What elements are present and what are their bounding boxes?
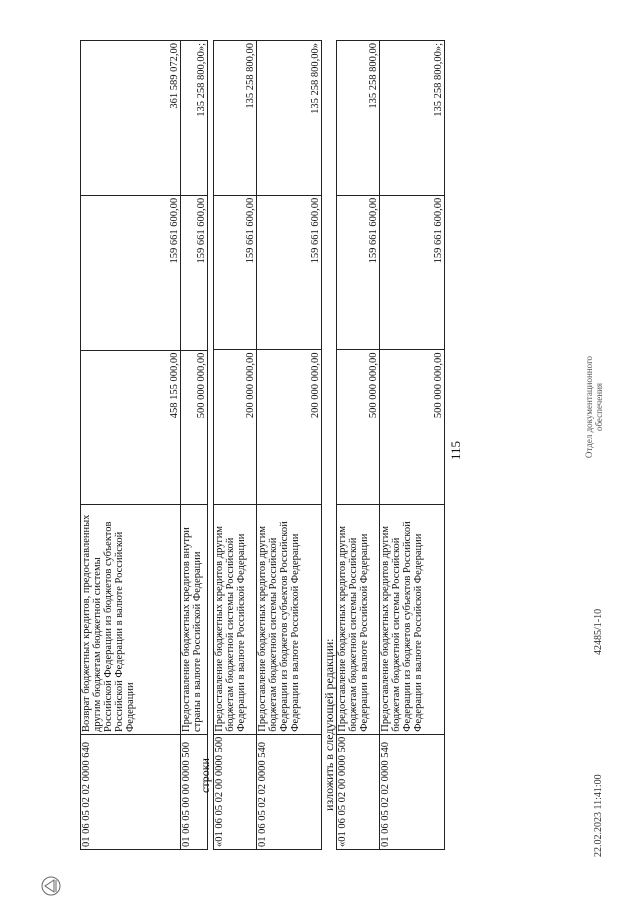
value-cell: 159 661 600,00 bbox=[214, 195, 257, 350]
value-cell: 458 155 000,00 bbox=[81, 350, 181, 505]
stamp-line: обеспечения bbox=[594, 382, 604, 432]
table-row bbox=[214, 41, 257, 850]
name-cell: Предоставление бюджетных кредитов внутри страны в валюте Российской Федерации bbox=[181, 505, 208, 735]
edit-label: изложить в следующей редакции: bbox=[322, 638, 336, 811]
name-cell: Предоставление бюджетных кредитов другим бюджетам бюджетной системы Российской Федерации в валюте Российской Федерации bbox=[214, 505, 257, 735]
code-cell: «01 06 05 02 00 0000 500 bbox=[214, 734, 257, 849]
code-cell: 01 06 05 02 02 0000 540 bbox=[380, 734, 445, 849]
table-row bbox=[257, 41, 322, 850]
code-cell: «01 06 05 02 00 0000 500 bbox=[337, 734, 380, 849]
table-row bbox=[380, 41, 445, 850]
footer-datetime: 22.02.2023 11:41:00 bbox=[593, 774, 604, 857]
name-cell: Предоставление бюджетных кредитов другим бюджетам бюджетной системы Российской Федерации из бюджетов субъектов Российской Федерации в валюте Российской Федерации bbox=[380, 505, 445, 735]
value-cell: 159 661 600,00 bbox=[81, 195, 181, 350]
footer-doc-id: 42485/1-10 bbox=[593, 608, 604, 655]
department-stamp bbox=[584, 317, 604, 497]
value-cell: 159 661 600,00 bbox=[257, 195, 322, 350]
value-cell: 200 000 000,00 bbox=[214, 350, 257, 505]
value-cell: 135 258 800,00 bbox=[214, 41, 257, 196]
name-cell: Возврат бюджетных кредитов, предоставленных другим бюджетам бюджетной системы Российской Федерации из бюджетов субъектов Российской Федерации в валюте Российской Федерации bbox=[81, 505, 181, 735]
value-cell: 159 661 600,00 bbox=[380, 195, 445, 350]
value-cell: 500 000 000,00 bbox=[380, 350, 445, 505]
value-cell: 135 258 800,00 bbox=[337, 41, 380, 196]
table-row bbox=[181, 41, 208, 850]
rows-label: строки bbox=[198, 758, 212, 793]
value-cell: 500 000 000,00 bbox=[181, 350, 208, 505]
value-cell: 159 661 600,00 bbox=[337, 195, 380, 350]
name-cell: Предоставление бюджетных кредитов другим бюджетам бюджетной системы Российской Федерации в валюте Российской Федерации bbox=[337, 505, 380, 735]
name-cell: Предоставление бюджетных кредитов другим бюджетам бюджетной системы Российской Федерации из бюджетов субъектов Российской Федерации в валюте Российской Федерации bbox=[257, 505, 322, 735]
table-row bbox=[337, 41, 380, 850]
emblem-logo-icon bbox=[40, 875, 62, 897]
code-cell: 01 06 05 00 00 0000 500 bbox=[181, 735, 208, 850]
stamp-line: Отдел документационного bbox=[584, 355, 594, 459]
value-cell: 361 589 072,00 bbox=[81, 41, 181, 196]
code-cell: 01 06 05 02 02 0000 540 bbox=[257, 734, 322, 849]
value-cell: 200 000 000,00 bbox=[257, 350, 322, 505]
value-cell: 500 000 000,00 bbox=[337, 350, 380, 505]
code-cell: 01 06 05 02 02 0000 640 bbox=[81, 735, 181, 850]
value-cell: 159 661 600,00 bbox=[181, 195, 208, 350]
table-row bbox=[81, 41, 181, 850]
table-2 bbox=[213, 40, 322, 850]
page-number: 115 bbox=[448, 440, 463, 460]
value-cell: 135 258 800,00»; bbox=[380, 41, 445, 196]
table-3 bbox=[336, 40, 445, 850]
value-cell: 135 258 800,00» bbox=[257, 41, 322, 196]
table-1 bbox=[80, 40, 208, 850]
value-cell: 135 258 800,00»; bbox=[181, 41, 208, 196]
